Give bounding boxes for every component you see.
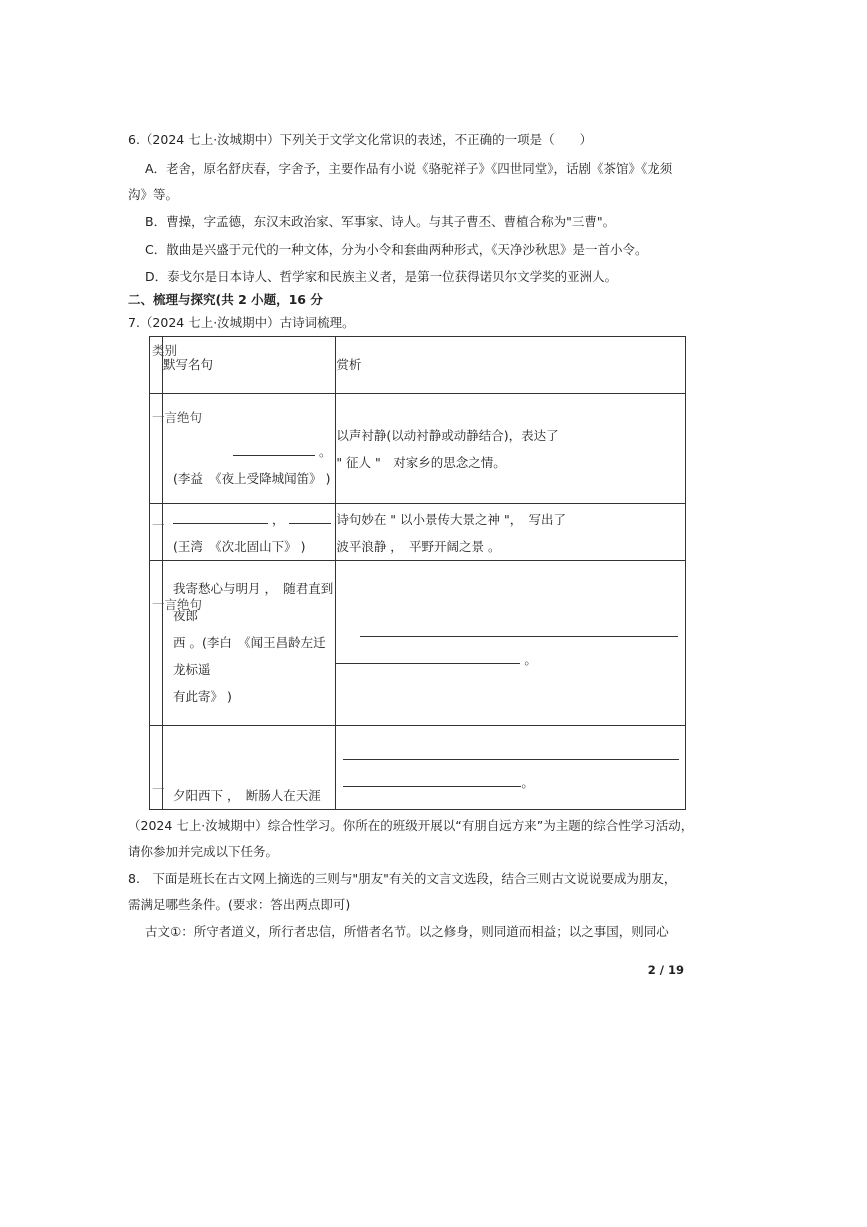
row2-source: (王湾 《次北固山下》 ): [173, 539, 306, 554]
row3-category: 一言绝句: [150, 561, 163, 726]
row4-appreciation: [336, 726, 686, 810]
header-category: 类别: [150, 337, 163, 394]
header-appreciation: 赏析: [336, 337, 686, 394]
row3-appreciation: [336, 561, 686, 726]
table-row: [150, 726, 686, 810]
row3-answer-blank-2[interactable]: [336, 649, 520, 664]
row1-blank-line: [173, 438, 335, 465]
page-number: 2 / 19: [647, 963, 684, 977]
q6-option-b: B．曹操，字孟德，东汉末政治家、军事家、诗人。与其子曹丕、曹植合称为"三曹"。: [145, 214, 616, 229]
row1-appreciation-line2: " 征人 " 对家乡的思念之情。: [336, 455, 506, 470]
section2-heading: 二、梳理与探究(共 2 小题，16 分: [128, 292, 323, 307]
row4-appreciation-blank-line2: [343, 769, 685, 796]
row4-famous-line: 夕阳西下 ， 断肠人在天涯: [163, 726, 336, 810]
row3-appreciation-blank-line1: [336, 619, 685, 646]
row3-appreciation-blank-line2: [336, 646, 685, 673]
q8-text1: 古文①：所守者道义，所行者忠信，所惜者名节。以之修身，则同道而相益；以之事国，则同心: [145, 924, 669, 939]
row2-answer-blank-1[interactable]: [173, 509, 268, 524]
poetry-table: [149, 336, 686, 810]
row2-answer-blank-2[interactable]: [289, 509, 331, 524]
table-header-row: [150, 337, 686, 394]
q6-option-c: C．散曲是兴盛于元代的一种文体，分为小令和套曲两种形式，《天净沙秋思》是一首小令。: [145, 242, 648, 257]
row3-line3: 西 。(李白 《闻王昌龄左迁: [173, 635, 326, 650]
row4-category: 一: [150, 726, 163, 810]
row1-period: 。: [319, 444, 332, 459]
row1-appreciation: [336, 394, 686, 504]
q8-line2: 需满足哪些条件。(要求：答出两点即可): [128, 897, 351, 912]
row4-appreciation-blank-line1: [343, 742, 685, 769]
table-row: [150, 504, 686, 561]
q6-option-a-line2: 沟》等。: [128, 187, 179, 202]
row1-source: (李益 《夜上受降城闻笛》 ): [173, 471, 331, 486]
row3-line2: 夜郎: [173, 608, 199, 623]
row2-appreciation-line2: 波平浪静 ， 平野开阔之景 。: [336, 539, 501, 554]
row3-period: 。: [524, 652, 537, 667]
row2-appreciation: [336, 504, 686, 561]
row3-line5: 有此寄》 ): [173, 689, 232, 704]
row4-period: 。: [521, 775, 534, 790]
row3-line1: 我寄愁心与明月 ， 随君直到: [173, 581, 334, 596]
row1-category: 一言绝句: [150, 394, 163, 504]
intro-line1: （2024 七上·汝城期中）综合性学习。你所在的班级开展以“有朋自远方来”为主题的综合性学习活动，: [128, 818, 694, 833]
header-famous-line: 默写名句: [163, 337, 336, 394]
row3-answer-blank-1[interactable]: [360, 622, 678, 637]
row2-appreciation-line1: 诗句妙在 " 以小景传大景之神 "， 写出了: [336, 512, 566, 527]
row2-famous-line: [163, 504, 336, 561]
row2-category: 一: [150, 504, 163, 561]
row1-answer-blank[interactable]: [233, 441, 315, 456]
q8-line1: 8. 下面是班长在古文网上摘选的三则与"朋友"有关的文言文选段，结合三则古文说说要成为朋友，: [128, 871, 677, 886]
row4-answer-blank-1[interactable]: [343, 745, 679, 760]
row3-line4: 龙标遥: [173, 662, 211, 677]
q7-stem: 7.（2024 七上·汝城期中）古诗词梳理。: [128, 315, 355, 330]
table-row: [150, 394, 686, 504]
table-row: [150, 561, 686, 726]
row1-appreciation-line1: 以声衬静(以动衬静或动静结合)，表达了: [336, 428, 559, 443]
row3-famous-line: [163, 561, 336, 726]
q6-stem: 6.（2024 七上·汝城期中）下列关于文学文化常识的表述，不正确的一项是（ ）: [128, 132, 593, 147]
q6-option-d: D．泰戈尔是日本诗人、哲学家和民族主义者，是第一位获得诺贝尔文学奖的亚洲人。: [145, 269, 618, 284]
row4-answer-blank-2[interactable]: [343, 772, 521, 787]
q6-option-a-line1: A．老舍，原名舒庆春，字舍予，主要作品有小说《骆驼祥子》《四世同堂》，话剧《茶馆》《龙须: [145, 161, 673, 176]
row2-blank-line: [173, 506, 335, 533]
row2-comma: ，: [272, 512, 285, 527]
intro-line2: 请你参加并完成以下任务。: [128, 844, 279, 859]
